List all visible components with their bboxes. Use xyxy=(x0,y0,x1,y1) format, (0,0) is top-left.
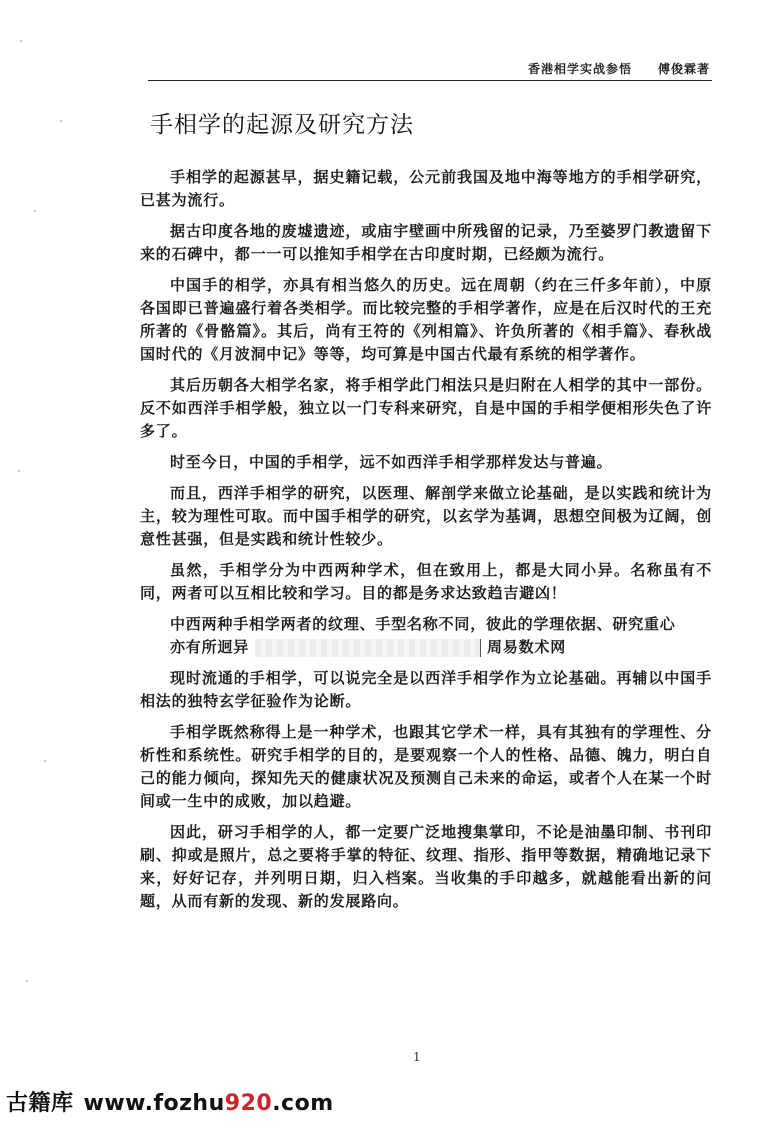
scan-speck xyxy=(44,760,46,762)
scan-speck xyxy=(18,470,20,472)
header-rule xyxy=(148,80,712,81)
paragraph-line: 中西两种手相学两者的纹理、手型名称不同，彼此的学理依据、研究重心 xyxy=(170,615,676,633)
paragraph: 其后历朝各大相学名家，将手相学此门相法只是归附在人相学的其中一部份。反不如西洋手相学般，独立以一门专科来研究，自是中国的手相学便相形失色了许多了。 xyxy=(140,376,712,440)
body-text xyxy=(140,166,712,921)
paragraph: 而且，西洋手相学的研究，以医理、解剖学来做立论基础，是以实践和统计为主，较为理性可取。而中国手相学的研究，以玄学为基调，思想空间极为辽阔，创意性甚强，但是实践和统计性较少。 xyxy=(140,484,712,548)
watermark-smudge xyxy=(255,639,481,657)
footer-url-part1: www.fozhu xyxy=(83,1091,225,1116)
paragraph: 因此，研习手相学的人，都一定要广泛地搜集掌印，不论是油墨印制、书刊印刷、抑或是照片，总之要将手掌的特征、纹理、指形、指甲等数据，精确地记录下来，好好记存，并列明日期，归入档案。当收集的手印越多，就越能看出新的问题，从而有新的发现、新的发展路向。 xyxy=(140,823,712,910)
paragraph: 手相学既然称得上是一种学术，也跟其它学术一样，具有其独有的学理性、分析性和系统性。研究手相学的目的，是要观察一个人的性格、品德、魄力，明白自己的能力倾向，探知先天的健康状况及预测自己未来的命运，或者个人在某一个时间或一生中的成败，加以趋避。 xyxy=(140,723,712,810)
header-book-title: 香港相学实战参悟 xyxy=(527,62,632,76)
watermark-site-name: 周易数术网 xyxy=(487,638,567,656)
paragraph-line: 亦有所迥异 xyxy=(170,638,250,656)
paragraph: 据古印度各地的废墟遗迹，或庙宇壁画中所残留的记录，乃至婆罗门教遗留下来的石碑中，都一一可以推知手相学在古印度时期，已经颇为流行。 xyxy=(140,222,712,263)
header-author: 傅俊霖著 xyxy=(657,62,710,76)
footer-site-logo xyxy=(6,1086,334,1117)
scan-speck xyxy=(34,210,36,212)
paragraph: 现时流通的手相学，可以说完全是以西洋手相学作为立论基础。再辅以中国手相法的独特玄学征验作为论断。 xyxy=(140,669,712,710)
paragraph: 虽然，手相学分为中西两种学术，但在致用上，都是大同小异。名称虽有不同，两者可以互相比较和学习。目的都是务求达致趋吉避凶！ xyxy=(140,561,712,602)
footer-url-red: 920 xyxy=(224,1091,273,1116)
footer-site-label: 古籍库 xyxy=(6,1091,74,1116)
scan-speck xyxy=(60,120,62,122)
paragraph: 时至今日，中国的手相学，远不如西洋手相学那样发达与普遍。 xyxy=(170,453,613,471)
running-header xyxy=(150,60,710,80)
page-number: 1 xyxy=(413,1050,421,1064)
scan-speck xyxy=(26,980,28,982)
paragraph: 中国手的相学，亦具有相当悠久的历史。远在周朝（约在三仟多年前），中原各国即已普遍盛行着各类相学。而比较完整的手相学著作，应是在后汉时代的王充所著的《骨骼篇》。其后，尚有王符的《列相篇》、许负所著的《相手篇》、春秋战国时代的《月波洞中记》等等，均可算是中国古代最有系统的相学著作。 xyxy=(140,276,712,363)
scan-speck xyxy=(20,40,22,42)
paragraph: 手相学的起源甚早，据史籍记载，公元前我国及地中海等地方的手相学研究，已甚为流行。 xyxy=(140,168,712,209)
footer-url-part2: .com xyxy=(272,1091,334,1116)
chapter-title: 手相学的起源及研究方法 xyxy=(150,112,414,138)
paragraph-with-watermark xyxy=(140,613,712,659)
